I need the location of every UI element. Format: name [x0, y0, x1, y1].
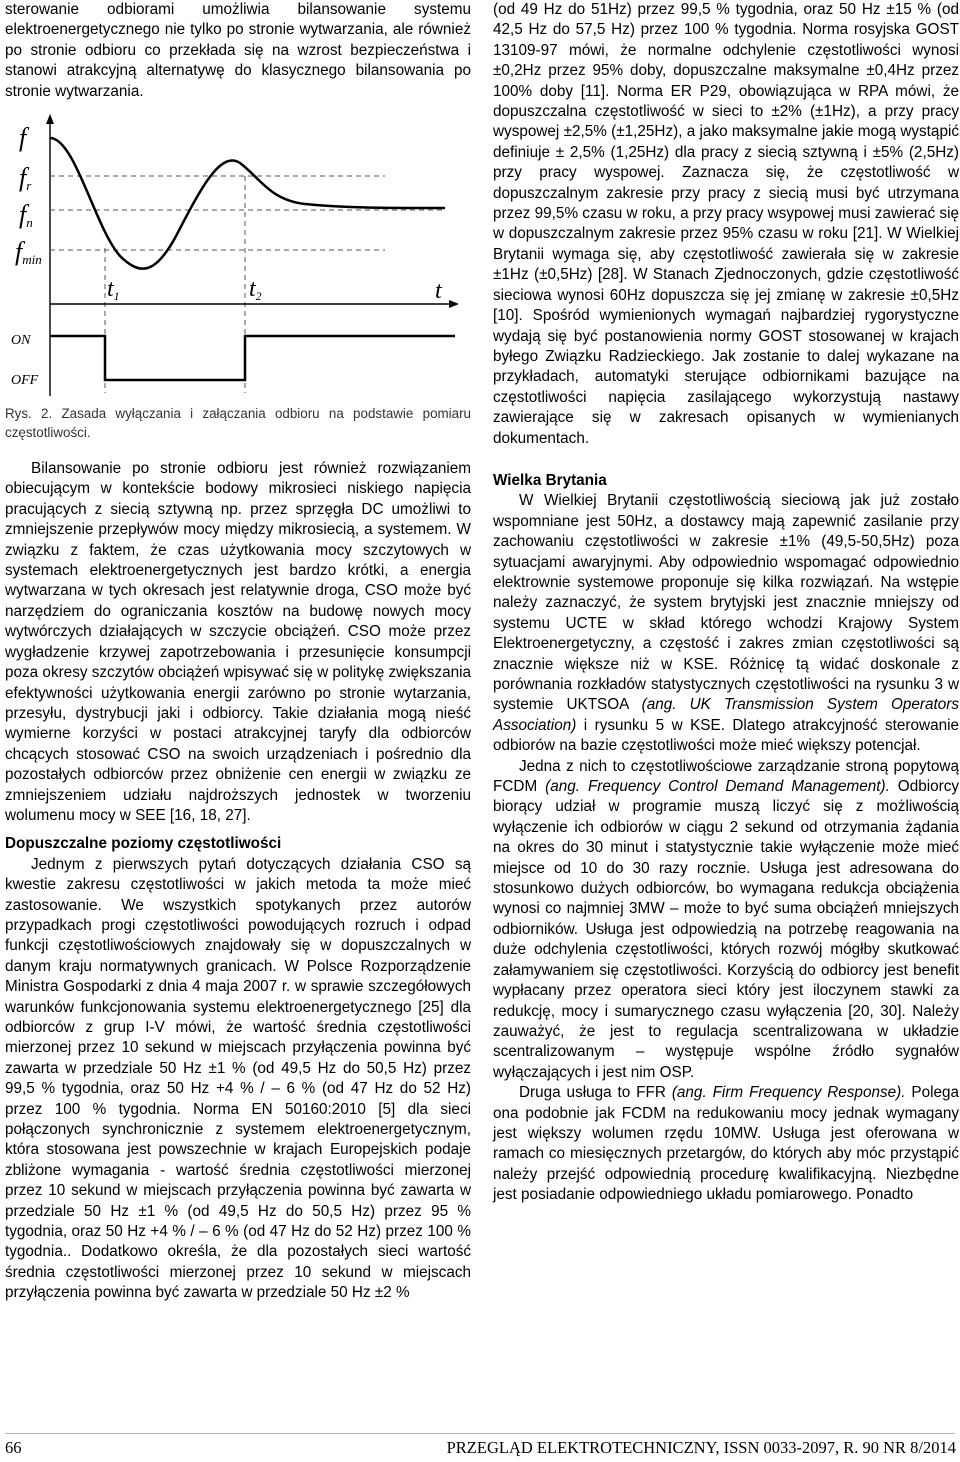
- intro-paragraph: sterowanie odbiorami umożliwia bilansowanie systemu elektroenergetycznego nie tylko po stronie wytwarzania, ale również po stronie odbioru co przekłada się na wzrost bezpieczeństwa i stanowi atrakcyjną alternatywę do klasycznego bilansowania po stronie wytwarzania.: [5, 1, 471, 100]
- right-paragraph-2: W Wielkiej Brytanii częstotliwością sieciową jak już zostało wspomniane jest 50Hz, a dostawcy mają zapewnić zasilanie przy zachowaniu częstotliwości w zakresie ±1% (49,5-50,5Hz) poza sytuacjami awaryjnymi. Aby odpowiednio wspomagać odpowiednio elektrownie systemowe proponuje się kilka rozwiązań. Na wstępie należy zaznaczyć, że system brytyjski jest znacznie mniejszy od systemu UCTE w skład którego wchodzi Krajowy System Elektroenergetyczny, a częstość i zakres zmian częstotliwości są znacznie większe niż w KSE. Różnicę tą widać doskonale z porównania rozkładów statystycznych częstotliwości na rysunku 3 w systemie UKTSOA (ang. UK Transmission System Operators Association) i rysunku 5 w KSE. Dlatego atrakcyjność sterowanie odbiorów na bazie częstotliwości może mieć większy potencjał.: [493, 492, 959, 755]
- label-t2: t2: [249, 276, 262, 304]
- page-number: 66: [5, 1438, 22, 1457]
- figure-frequency-switching: [5, 108, 471, 398]
- y-axis-arrow: [46, 114, 54, 124]
- frequency-curve: [50, 138, 445, 269]
- section-heading-great-britain: Wielka Brytania: [493, 471, 607, 489]
- right-column: [493, 0, 959, 1206]
- label-t: t: [435, 278, 442, 305]
- label-off: OFF: [11, 373, 39, 389]
- label-on: ON: [11, 333, 31, 349]
- right-paragraph-1: (od 49 Hz do 51Hz) przez 99,5 % tygodnia, oraz 50 Hz ±15 % (od 42,5 Hz do 57,5 Hz) przez 100 % tygodnia. Norma rosyjska GOST 13109-97 mówi, że normalne odchylenie częstotliwości wynosi ±0,2Hz przez 95% doby, dopuszczalne maksymalne ±0,4Hz przez 100% doby [11]. Norma ER P29, obowiązująca w RPA mówi, że dopuszczalna częstotliwość w sieci to ±2% (±1Hz), a przy pracy wyspowej ±2,5% (±1,25Hz), a jako maksymalne jakie mogą wystąpić definiuje ± 2,5% (1,25Hz) dla pracy z siecią sztywną i ±5% (2,5Hz) przy pracy wyspowej. Zaznacza się, że częstotliwość w dopuszczalnym zakresie przy pracy z siecią musi być utrzymana przez 99,5% czasu w roku, a przy pracy wsypowej musi zawierać się w dopuszczalnym zakresie przez 95% czasu w roku [21]. W Wielkiej Brytanii wymaga się, aby częstotliwość zawierała się w zakresie ±1Hz (±0,5Hz) [28]. W Stanach Zjednoczonych, gdzie częstotliwość sieciowa wynosi 60Hz dopuszcza się jej zmianę w zakresie ±0,5Hz [10]. Spośród wymienionych wymagań najbardziej rygorystyczne wydają się być postanowienia normy GOST stosowanej w krajach byłego Związku Radzieckiego. Jak zostanie to dalej wykazane na przykładach, automatyki sterujące odbiornikami bazujące na częstotliwości napięcia zasilającego wykorzystują nastawy zawierające się w zakresach opisanych w wymienianych dokumentach.: [493, 1, 959, 447]
- left-column: [5, 0, 471, 1304]
- section-heading-frequency-levels: Dopuszczalne poziomy częstotliwości: [5, 835, 282, 853]
- right-paragraph-3: Jedna z nich to częstotliwościowe zarządzanie stroną popytową FCDM (ang. Frequency Control Demand Management). Odbiorcy biorący udział w programie muszą liczyć się z możliwością wyłączenie ich odbiorów w ciągu 2 sekund od otrzymania żądania na okres do 30 minut i statystycznie takie wyłączenie może mieć miejsce od 10 do 30 razy rocznie. Usługa jest adresowana do stosunkowo dużych odbiorców, bo wymagana redukcja obciążenia wynosi co najmniej 3MW – może to być suma obciążeń mniejszych odbiorników. Usługa jest odpowiedzią na potrzebę reagowania na duże odchylenia częstotliwości, których rozwój mógłby skutkować załamywaniem się częstotliwości. Korzyścią do odbiorcy jest benefit wypłacany przez operatora sieci który jest iloczynem stawki za redukcję, mocy i sumarycznego czasu wyłączenia [20, 30]. Należy zauważyć, że jest to regulacja scentralizowana w układzie scentralizowanym – występuje wspólne źródło sygnałów wyłączających i jest nim OSP.: [493, 757, 960, 1081]
- left-paragraph-2: Jednym z pierwszych pytań dotyczących działania CSO są kwestie zakresu częstotliwości w jakich metoda ta może mieć zastosowanie. We wszystkich spotykanych przez autorów przypadkach progi częstotliwości powodujących rozruch i odpad funkcji częstotliwościowych znajdowały się w dopuszczalnych w danym kraju normatywnych granicach. W Polsce Rozporządzenie Ministra Gospodarki z dnia 4 maja 2007 r. w sprawie szczegółowych warunków funkcjonowania systemu elektroenergetycznego [25] dla odbiorców z grup I-V mówi, że wartość średnia częstotliwości mierzonej przez 10 sekund w miejscach przyłączenia powinna być zawarta w przedziale 50 Hz ±1 % (od 49,5 Hz do 50,5 Hz) przez 99,5 % tygodnia, oraz 50 Hz +4 % / – 6 % (od 47 Hz do 52 Hz) przez 100 % tygodnia. Norma EN 50160:2010 [5] dla sieci połączonych synchronicznie z systemem elektroenergetycznym, która stosowana jest powszechnie w krajach Europejskich podaje zbliżone wymagania - wartość średnia częstotliwości mierzonej przez 10 sekund w miejscach przyłączenia powinna być zawarta w przedziale 50 Hz ±1 % (od 49,5 Hz do 50,5 Hz) przez 95 % tygodnia, oraz 50 Hz +4 % / – 6 % (od 47 Hz do 52 Hz) przez 100 % tygodnia.. Dodatkowo określa, że dla pozostałych sieci wartość średnia częstotliwości mierzonej przez 10 sekund w miejscach przyłączenia powinna być zawarta w przedziale 50 Hz ±2 %: [5, 855, 471, 1302]
- page-footer: [5, 1438, 956, 1458]
- label-f: f: [19, 123, 27, 153]
- figure-caption: Rys. 2. Zasada wyłączania i załączania odbioru na podstawie pomiaru częstotliwości.: [5, 406, 471, 441]
- label-fmin: fmin: [15, 237, 42, 268]
- label-t1: t1: [107, 276, 120, 304]
- label-fr: fr: [19, 163, 32, 194]
- journal-reference: PRZEGLĄD ELEKTROTECHNICZNY, ISSN 0033-2097, R. 90 NR 8/2014: [446, 1438, 956, 1457]
- time-axis-arrow: [449, 300, 459, 308]
- on-off-waveform: [50, 336, 455, 380]
- left-paragraph-1: Bilansowanie po stronie odbioru jest również rozwiązaniem obiecującym w kontekście bodowy mikrosieci niskiego napięcia pracujących z siecią sztywną np. przez sprzęgła DC umożliwi to zmniejszenie przepływów mocy między mikrosiecią, a systemem. W związku z faktem, że czas użytkowania mocy szczytowych w systemach elektroenergetycznych jest bardzo krótki, a energia wytwarzana w tych okresach jest relatywnie droga, CSO może być narzędziem do ograniczania kosztów na budowę nowych mocy wytwórczych działających w szczycie obciążeń. CSO może przez wygładzenie krzywej zapotrzebowania i przesunięcie konsumpcji poza okresy szczytów obciążeń wpisywać się w politykę zwiększania efektywności użytkowania energii zarówno po stronie wytarzania, przesyłu, dystrybucji jaki i odbiorcy. Takie działania mogą nieść wymierne korzyści w postaci atrakcyjnej taryfy dla odbiorców chcących stosować CSO na swoich urządzeniach i pośrednio dla pozostałych odbiorców przez obniżenie cen energii w związku ze zmniejszeniem udziału najdroższych jednostek w tworzeniu wolumenu mocy w SEE [16, 18, 27].: [5, 460, 471, 824]
- right-paragraph-4: Druga usługa to FFR (ang. Firm Frequency Response). Polega ona podobnie jak FCDM na redukowaniu mocy jednak wymagany jest większy wolumen rzędu 10MW. Usługa jest oferowana w ramach co miesięcznych przetargów, do których aby móc przystąpić należy przejść odpowiednią procedurę kwalifikacyjną. Niezbędne jest posiadanie odpowiedniego układu pomiarowego. Ponadto: [493, 1084, 960, 1204]
- footer-rule: [5, 1433, 955, 1434]
- label-fn: fn: [19, 200, 33, 231]
